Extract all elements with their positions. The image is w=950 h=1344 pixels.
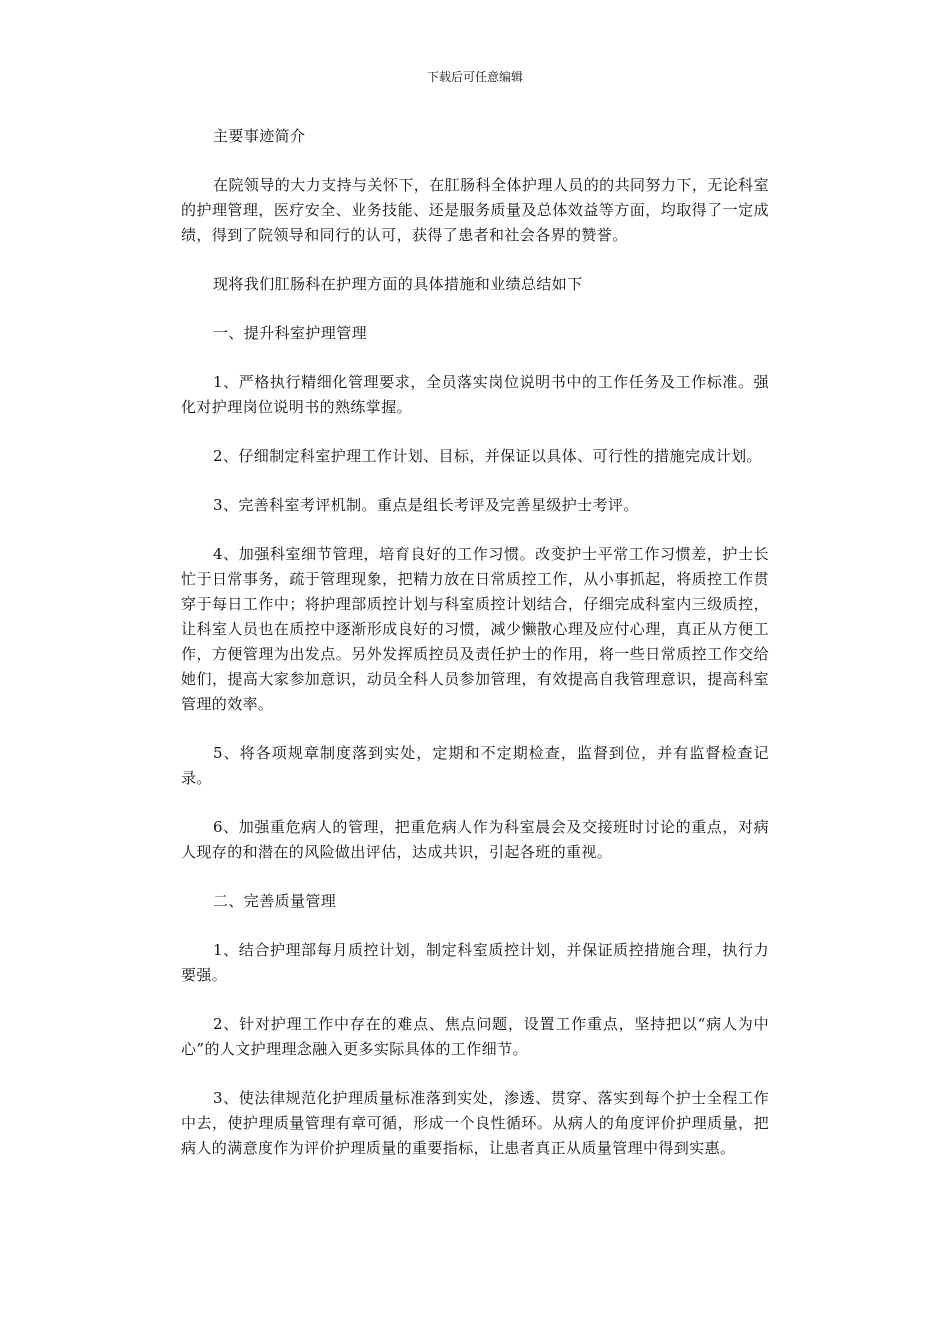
list-item: 4、加强科室细节管理，培育良好的工作习惯。改变护士平常工作习惯差，护士长忙于日常事务，疏于管理现象，把精力放在日常质控工作，从小事抓起，将质控工作贯穿于每日工作中；将护理部质控计划与科室质控计划结合，仔细完成科室内三级质控，让科室人员也在质控中逐渐形成良好的习惯，减少懒散心理及应付心理，真正从方便工作，方便管理为出发点。另外发挥质控员及责任护士的作用，将一些日常质控工作交给她们，提高大家参加意识，动员全科人员参加管理，有效提高自我管理意识，提高科室管理的效率。 xyxy=(181,545,769,713)
summary-lead: 现将我们肛肠科在护理方面的具体措施和业绩总结如下 xyxy=(213,275,583,293)
page-header: 下载后可任意编辑 xyxy=(426,70,523,84)
list-item: 5、将各项规章制度落到实处，定期和不定期检查，监督到位，并有监督检查记录。 xyxy=(181,744,769,787)
list-item: 6、加强重危病人的管理，把重危病人作为科室晨会及交接班时讨论的重点，对病人现存的和潜在的风险做出评估，达成共识，引起各班的重视。 xyxy=(181,818,769,861)
document-body xyxy=(181,124,769,1185)
list-item: 3、完善科室考评机制。重点是组长考评及完善星级护士考评。 xyxy=(213,496,639,514)
list-item: 3、使法律规范化护理质量标准落到实处，渗透、贯穿、落实到每个护士全程工作中去，使护理质量管理有章可循，形成一个良性循环。从病人的角度评价护理质量，把病人的满意度作为评价护理质量的重要指标，让患者真正从质量管理中得到实惠。 xyxy=(181,1089,769,1157)
section-title: 主要事迹简介 xyxy=(213,127,306,145)
intro-paragraph: 在院领导的大力支持与关怀下，在肛肠科全体护理人员的的共同努力下，无论科室的护理管理，医疗安全、业务技能、还是服务质量及总体效益等方面，均取得了一定成绩，得到了院领导和同行的认可，获得了患者和社会各界的赞誉。 xyxy=(181,176,769,244)
heading-nursing-management: 一、提升科室护理管理 xyxy=(213,324,368,342)
heading-quality-management: 二、完善质量管理 xyxy=(213,892,337,910)
list-item: 1、严格执行精细化管理要求，全员落实岗位说明书中的工作任务及工作标准。强化对护理岗位说明书的熟练掌握。 xyxy=(181,373,769,416)
list-item: 1、结合护理部每月质控计划，制定科室质控计划，并保证质控措施合理，执行力要强。 xyxy=(181,941,769,984)
list-item: 2、仔细制定科室护理工作计划、目标，并保证以具体、可行性的措施完成计划。 xyxy=(213,447,762,465)
list-item: 2、针对护理工作中存在的难点、焦点问题，设置工作重点，坚持把以“病人为中心”的人文护理理念融入更多实际具体的工作细节。 xyxy=(181,1015,769,1058)
